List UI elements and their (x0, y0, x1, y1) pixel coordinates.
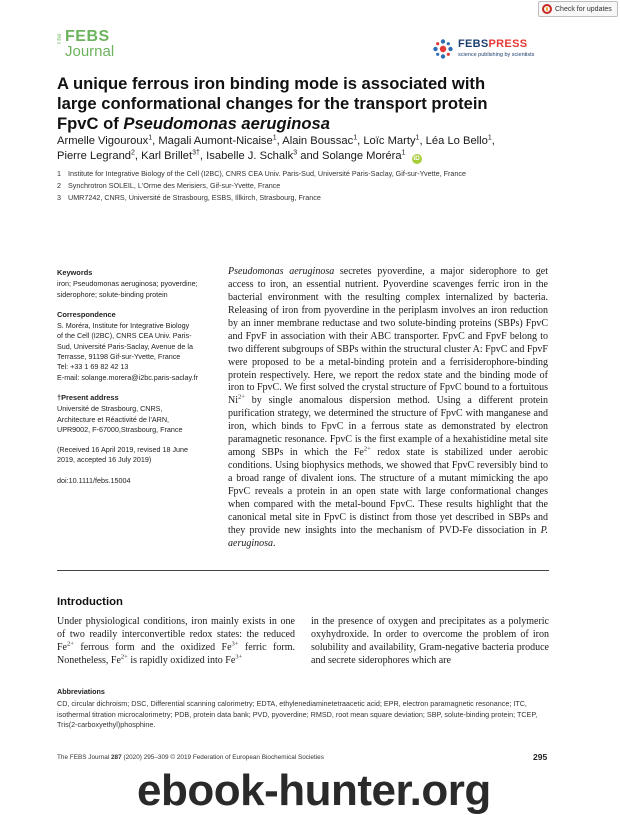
received-dates: (Received 16 April 2019, revised 18 June 2019, accepted 16 July 2019) (57, 445, 189, 465)
check-for-updates-button[interactable] (538, 1, 618, 17)
keywords-block (57, 268, 217, 300)
author: Solange Moréra$^1$ (322, 149, 406, 162)
article-sidebar (57, 268, 217, 486)
author: Alain Boussac$^1$, (282, 134, 364, 147)
present-address-heading: †Present address (57, 392, 119, 402)
abbreviations-block (57, 687, 549, 730)
affiliation: 2 Synchrotron SOLEIL, L'Orme des Merisiers, Gif-sur-Yvette, France (57, 181, 281, 190)
logo-journal: Journal (65, 43, 115, 60)
logo-the: The (57, 33, 63, 45)
febs-journal-logo (57, 28, 135, 61)
section-divider (57, 570, 549, 571)
keywords-text: iron; Pseudomonas aeruginosa; pyoverdine; siderophore; solute-binding protein (57, 279, 198, 299)
abbreviations-heading: Abbreviations (57, 687, 105, 696)
journal-footer: The FEBS Journal 287 (2020) 295–309 © 2019 Federation of European Biochemical Societies (57, 754, 324, 761)
author: Magali Aumont-Nicaise$^1$, (158, 134, 283, 147)
author: Pierre Legrand$^2$, (57, 149, 142, 162)
article-title: A unique ferrous iron binding mode is associated with large conformational changes for the transport protein FpvC of Pseudomonas aeruginosa (57, 74, 488, 133)
introduction-heading: Introduction (57, 596, 123, 608)
watermark: ebook-hunter.org (137, 766, 491, 815)
abstract: Pseudomonas aeruginosa secretes pyoverdine, a major siderophore to get access to iron, an essential nutrient. Pyoverdine scavenges ferric iron in the bacterial environment with the resulting complex internalized by bacteria. Releasing of iron from pyoverdine in the periplasm involves an iron reduction by an inner membrane reductase and two solute-binding proteins (SBPs) FpvC and FpvF in association with their ABC transporter. FpvC and FpvF belong to two different subgroups of SBPs within the structural cluster A: FpvC and FpvF were proposed to be a metal-binding protein and a ferrisiderophore-binding protein respectively. Here, we report the redox state and the binding mode of iron to FpvC. We first solved the crystal structure of FpvC bound to a fortuitous $Ni^{2+}$ by single anomalous dispersion method. Using a different protein purification strategy, we determined the structure of FpvC with manganese and iron, which binds to FpvC in a ferrous state as demonstrated by electron paramagnetic resonance. FpvC is the first example of a hexahistidine metal site among SBPs in which the $Fe^{2+}$ redox state is stabilized under aerobic conditions. Using biophysics methods, we showed that FpvC reversibly bind to a broad range of divalent ions. The structure of a mutant mimicking the apo FpvC reveals a protein in an open state with large conformational changes when compared with the metal-bound FpvC. These results highlight that the canonical metal site in FpvC is distinct from those yet described in SBPs and they provide new insights into the mechanism of PVD-Fe dissociation in P. aeruginosa. (228, 266, 549, 549)
febs-press-logo (432, 36, 562, 64)
author: Armelle Vigouroux$^1$, (57, 134, 159, 147)
febs-press-mark-icon (432, 38, 454, 60)
check-for-updates-icon (542, 4, 552, 14)
author: Léa Lo Bello$^1$, (425, 134, 495, 147)
affiliation: 1 Institute for Integrative Biology of the Cell (I2BC), CNRS CEA Univ. Paris-Sud, Université Paris-Saclay, Gif-sur-Yvette, France (57, 169, 466, 178)
press-tagline: science publishing by scientists (458, 52, 535, 58)
author: Loïc Marty$^1$, (363, 134, 426, 147)
introduction-column-right: in the presence of oxygen and precipitates as a polymeric oxyhydroxide. In order to overcome the problem of iron solubility and availability, Gram-negative bacteria produce and secrete siderophores which are (311, 616, 549, 666)
correspondence-block: Correspondence S. Moréra, Institute for Integrative Biology of the Cell (I2BC), CNRS CEA Univ. Paris- Sud, Université Paris-Saclay, Avenue de la Terrasse, 91198 Gif-sur-Yvette, France Tel: +33 1 69 82 42 13 E-mail: solange.morera@i2bc.paris-saclay.fr (57, 310, 217, 383)
introduction-column-left: Under physiological conditions, iron mainly exists in one of two readily interconvertible redox states: the reduced $Fe^{2+}$ ferrous form and the oxidized $Fe^{3+}$ ferric form. Nonetheless, $Fe^{2+}$ is rapidly oxidized into $Fe^{3+}$ (57, 616, 295, 666)
affiliation: 3 UMR7242, CNRS, Université de Strasbourg, ESBS, Illkirch, Strasbourg, France (57, 193, 321, 202)
check-for-updates-label: Check for updates (555, 5, 612, 13)
author-list (57, 134, 557, 164)
author: Karl Brillet$^{3\dagger}$, (141, 149, 207, 162)
email-link[interactable]: E-mail: solange.morera@i2bc.paris-saclay.fr (57, 372, 198, 382)
correspondence-heading: Correspondence (57, 309, 116, 319)
present-address-block: †Present address Université de Strasbourg, CNRS, Architecture et Réactivité de l'ARN, UPR9002, F-67000,Strasbourg, France (57, 393, 217, 435)
page-number: 295 (533, 752, 548, 762)
abbreviations-text: CD, circular dichroism; DSC, Differential scanning calorimetry; EDTA, ethylenediaminetetraacetic acid; EPR, electron paramagnetic resonance; ITC, isothermal titration microcalorimetry; PDB, protein data bank; PVD, pyoverdine; RMSD, root mean square deviation; SBP, solute-binding protein; TCEP, Tris(2-carboxyethyl)phosphine. (57, 699, 538, 729)
affiliation-list (57, 168, 557, 204)
keywords-heading: Keywords (57, 268, 93, 277)
press-name: FEBSPRESS (458, 38, 528, 50)
logo-febs: FEBS (65, 28, 110, 45)
orcid-icon[interactable]: iD (413, 155, 420, 162)
author: Isabelle J. Schalk$^3$ and (206, 149, 322, 162)
doi-link[interactable]: doi:10.1111/febs.15004 (57, 475, 131, 485)
